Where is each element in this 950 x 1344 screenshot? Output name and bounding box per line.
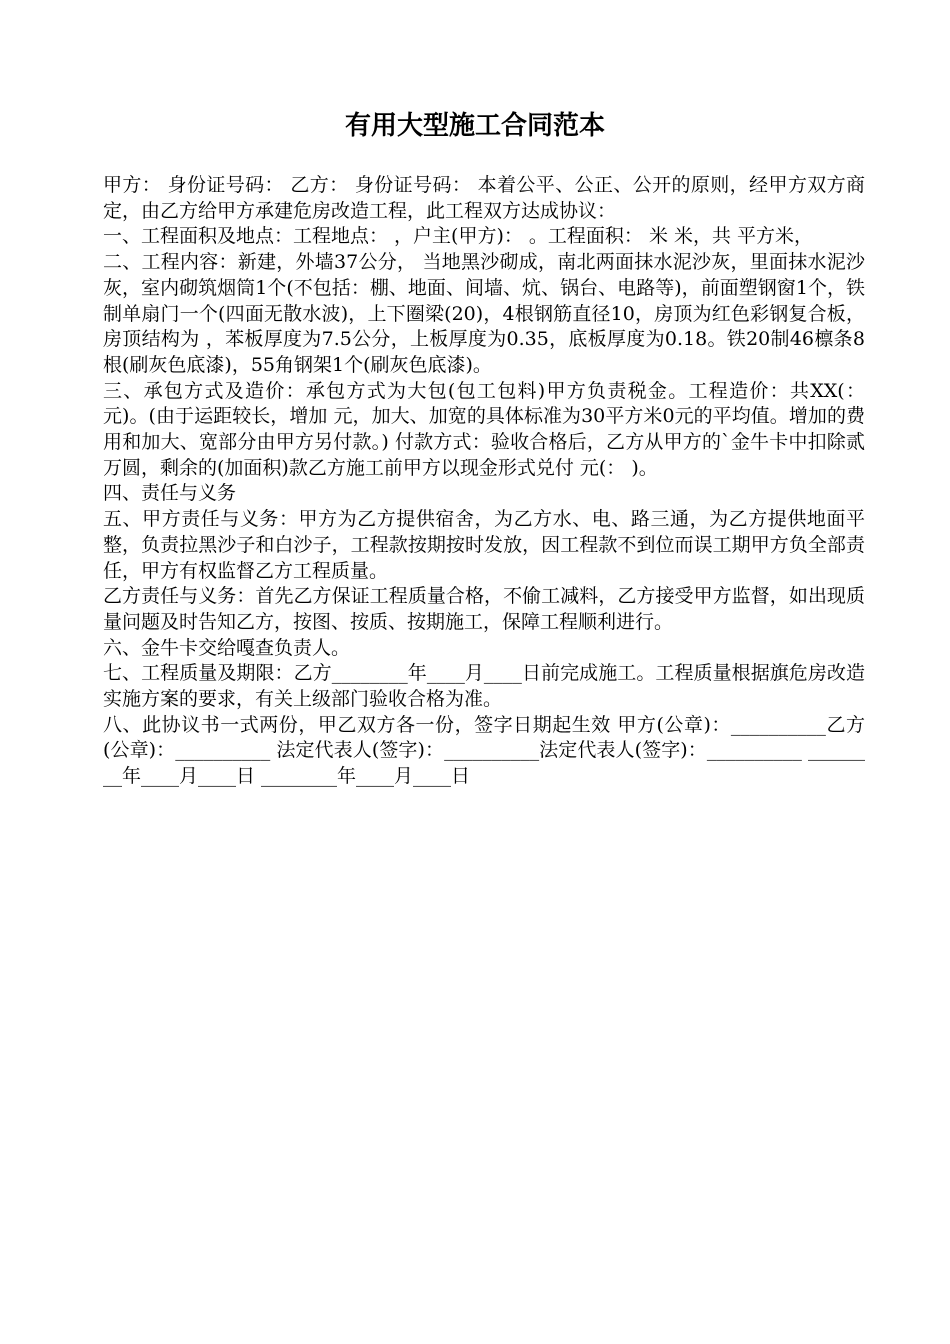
- contract-body: [103, 173, 865, 790]
- paragraph-section-8-signatures: 八、此协议书一式两份，甲乙双方各一份，签字日期起生效 甲方(公章)：__________乙方(公章)：__________ 法定代表人(签字)：__________法定代表人(签字)：__________ ________年____月____日 ________年____月____日: [103, 713, 865, 788]
- paragraph-section-5: 五、甲方责任与义务：甲方为乙方提供宿舍，为乙方水、电、路三通，为乙方提供地面平整，负责拉黑沙子和白沙子，工程款按期按时发放，因工程款不到位而误工期甲方负全部责任，甲方有权监督乙方工程质量。: [103, 508, 865, 582]
- paragraph-intro: 甲方： 身份证号码： 乙方： 身份证号码： 本着公平、公正、公开的原则，经甲方双方商定，由乙方给甲方承建危房改造工程，此工程双方达成协议：: [103, 174, 865, 222]
- paragraph-section-3: 三、承包方式及造价：承包方式为大包(包工包料)甲方负责税金。工程造价：共XX(： 元)。(由于运距较长，增加 元，加大、加宽的具体标准为30平方米0元的平均值。增加的费用和加大、宽部分由甲方另付款。) 付款方式：验收合格后，乙方从甲方的`金牛卡中扣除贰万圆，剩余的(加面积)款乙方施工前甲方以现金形式兑付 元(： )。: [103, 379, 865, 479]
- document-title: 有用大型施工合同范本: [344, 111, 605, 141]
- paragraph-section-4: 四、责任与义务: [103, 482, 237, 505]
- paragraph-section-7: 七、工程质量及期限：乙方________年____月____日前完成施工。工程质量根据旗危房改造实施方案的要求，有关上级部门验收合格为准。: [103, 662, 865, 711]
- paragraph-section-6: 六、金牛卡交给嘎查负责人。: [103, 636, 351, 659]
- paragraph-party-b-duties: 乙方责任与义务：首先乙方保证工程质量合格，不偷工减料，乙方接受甲方监督，如出现质量问题及时告知乙方，按图、按质、按期施工，保障工程顺利进行。: [103, 585, 865, 633]
- paragraph-section-1: 一、工程面积及地点：工程地点： ，户主(甲方)： 。工程面积： 米 米，共 平方米，: [103, 225, 814, 248]
- paragraph-section-2: 二、工程内容：新建，外墙37公分， 当地黑沙砌成，南北两面抹水泥沙灰，里面抹水泥沙灰，室内砌筑烟筒1个(不包括：棚、地面、间墙、炕、锅台、电路等)，前面塑钢窗1个，铁制单扇门一个(四面无散水波)，上下圈梁(20)，4根钢筋直径10，房顶为红色彩钢复合板，房顶结构为 ，苯板厚度为7.5公分，上板厚度为0.35，底板厚度为0.18。铁20制46檩条8根(刷灰色底漆)，55角钢架1个(刷灰色底漆)。: [103, 251, 865, 376]
